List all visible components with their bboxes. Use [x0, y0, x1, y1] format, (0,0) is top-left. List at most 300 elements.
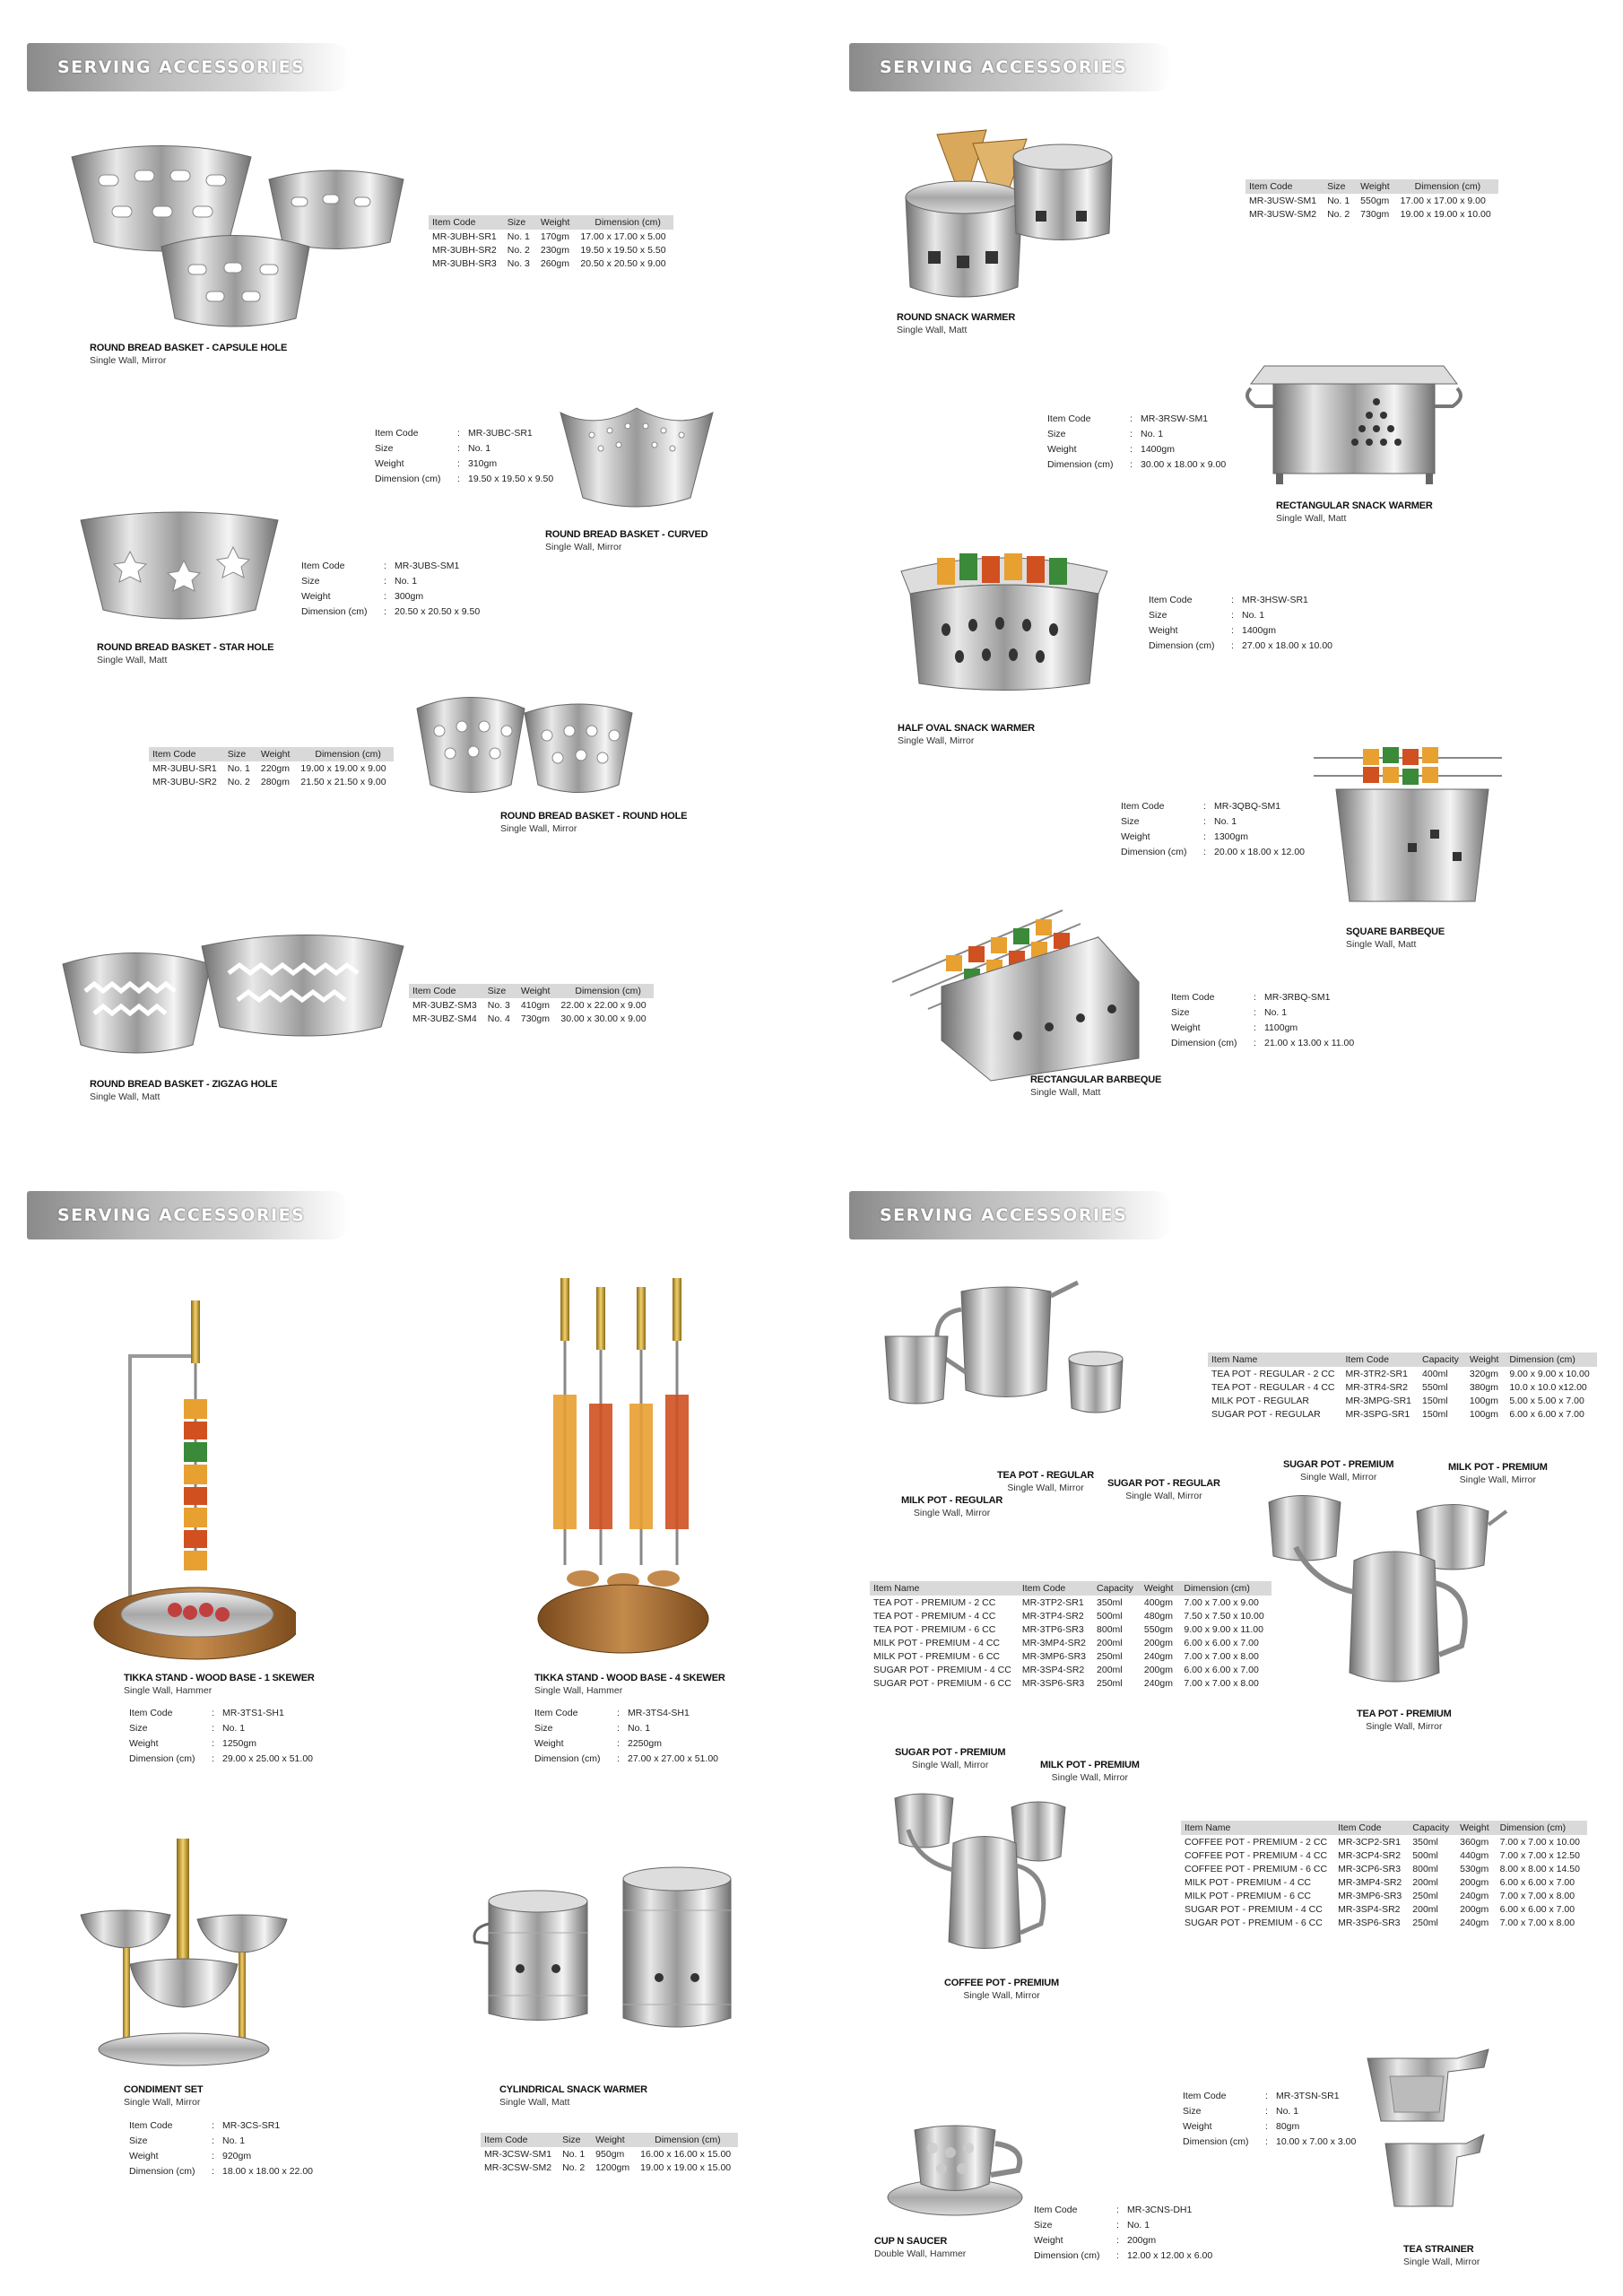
cylindrical-spec-table — [481, 2133, 738, 2174]
spec-value: 20.50 x 20.50 x 9.50 — [395, 605, 481, 617]
cell: MR-3USW-SM2 — [1249, 209, 1317, 220]
quadrant-snack-warmers — [812, 0, 1623, 1148]
cell: 220gm — [260, 763, 290, 774]
product-name: MILK POT - PREMIUM — [1040, 1760, 1140, 1770]
cell: No. 1 — [562, 2149, 586, 2160]
spec-key: Weight — [129, 2150, 159, 2161]
cell: 410gm — [520, 1000, 550, 1011]
spec-key: Item Code — [1171, 991, 1215, 1003]
tea-pot-premium-caption — [1357, 1709, 1452, 1732]
product-name: RECTANGULAR BARBEQUE — [1030, 1074, 1162, 1085]
cell: MR-3USW-SM1 — [1249, 196, 1317, 206]
cell: 9.00 x 9.00 x 10.00 — [1509, 1369, 1590, 1379]
cell: No. 1 — [507, 231, 530, 242]
spec-key: Dimension (cm) — [375, 473, 441, 484]
col-dimension: Dimension (cm) — [297, 747, 393, 761]
table-row — [870, 1676, 1271, 1690]
square-bbq-caption — [1346, 926, 1445, 950]
spec-key: Dimension (cm) — [534, 1752, 601, 1764]
spec-key: Item Code — [1183, 2090, 1227, 2101]
section-banner — [27, 43, 350, 91]
col-dimension: Dimension (cm) — [637, 2133, 738, 2147]
spec-value: 21.00 x 13.00 x 11.00 — [1264, 1037, 1355, 1048]
col-weight: Weight — [1141, 1581, 1181, 1596]
table-row — [1208, 1394, 1597, 1407]
cell: 730gm — [1360, 209, 1390, 220]
product-name: ROUND BREAD BASKET - CAPSULE HOLE — [90, 343, 288, 353]
product-name: COFFEE POT - PREMIUM — [944, 1978, 1060, 1988]
strainer-caption — [1403, 2244, 1480, 2267]
cell: 8.00 x 8.00 x 14.50 — [1499, 1864, 1580, 1874]
tikka-4-specs: Item Code : MR-3TS4-SH1 Size : No. 1 Weight : 2250gm Dimension (cm) : 27.00 x 27.00 x 51.00 — [534, 1707, 718, 1764]
cell: 7.50 x 7.50 x 10.00 — [1184, 1611, 1264, 1622]
spec-key: Dimension (cm) — [1121, 846, 1187, 857]
spec-value: No. 1 — [1276, 2105, 1299, 2117]
spec-value: MR-3UBS-SM1 — [395, 560, 460, 571]
cell: TEA POT - PREMIUM - 2 CC — [873, 1597, 996, 1608]
premium-tea-pots-image — [1260, 1493, 1511, 1700]
product-finish: Single Wall, Matt — [90, 1091, 161, 1102]
spec-value: No. 1 — [1141, 428, 1164, 439]
cell: 10.0 x 10.0 x12.00 — [1509, 1382, 1587, 1393]
spec-key: Dimension (cm) — [129, 2165, 195, 2177]
col-item-name: Item Name — [870, 1581, 1019, 1596]
spec-key: Size — [1121, 815, 1140, 827]
product-finish: Single Wall, Matt — [97, 655, 168, 665]
spec-value: 27.00 x 27.00 x 51.00 — [628, 1752, 718, 1764]
cell: 380gm — [1469, 1382, 1498, 1393]
cell: 200gm — [1143, 1665, 1173, 1675]
coffee-pot-premium-caption — [944, 1978, 1059, 2001]
cell: MR-3SPG-SR1 — [1345, 1409, 1410, 1420]
table-row — [149, 775, 394, 788]
condiment-caption — [124, 2084, 203, 2108]
banner-title: SERVING ACCESSORIES — [880, 1205, 1128, 1225]
spec-key: Size — [1047, 428, 1066, 439]
product-finish: Single Wall, Mirror — [1125, 1491, 1202, 1501]
col-item-code: Item Code — [1245, 179, 1324, 194]
cell: 100gm — [1469, 1409, 1498, 1420]
spec-value: 1400gm — [1141, 443, 1175, 455]
half-oval-caption — [898, 723, 1035, 746]
spec-key: Weight — [1149, 624, 1178, 636]
product-finish: Double Wall, Hammer — [874, 2248, 967, 2259]
tikka-1-specs: Item Code : MR-3TS1-SH1 Size : No. 1 Weight : 1250gm Dimension (cm) : 29.00 x 25.00 x 51.00 — [129, 1707, 313, 1764]
cup-caption — [874, 2236, 966, 2259]
zigzag-basket-image — [58, 928, 408, 1058]
product-finish: Single Wall, Mirror — [500, 823, 577, 834]
col-weight: Weight — [592, 2133, 637, 2147]
cell: 360gm — [1460, 1837, 1489, 1848]
cell: MR-3TP4-SR2 — [1021, 1611, 1084, 1622]
spec-key: Weight — [1171, 1022, 1201, 1033]
table-row — [409, 1012, 654, 1025]
cell: 480gm — [1143, 1611, 1173, 1622]
cell: 550gm — [1143, 1624, 1173, 1635]
cell: SUGAR POT - REGULAR — [1211, 1409, 1321, 1420]
cell: 320gm — [1469, 1369, 1498, 1379]
cell: MR-3UBU-SR2 — [152, 777, 217, 787]
spec-value: No. 1 — [1127, 2219, 1150, 2231]
cell: COFFEE POT - PREMIUM - 2 CC — [1185, 1837, 1328, 1848]
half-oval-specs: Item Code : MR-3HSW-SR1 Size : No. 1 Weight : 1400gm Dimension (cm) : 27.00 x 18.00 x 10.00 — [1149, 594, 1332, 651]
product-name: TEA POT - REGULAR — [997, 1470, 1095, 1481]
cell: No. 3 — [487, 1000, 510, 1011]
cell: MR-3MP4-SR2 — [1338, 1877, 1402, 1888]
product-finish: Single Wall, Matt — [499, 2097, 570, 2108]
cell: 30.00 x 30.00 x 9.00 — [560, 1013, 647, 1024]
cell: 260gm — [540, 258, 569, 269]
spec-key: Weight — [129, 1737, 159, 1749]
cell: 6.00 x 6.00 x 7.00 — [1499, 1904, 1575, 1915]
table-row — [1208, 1380, 1597, 1394]
spec-key: Weight — [301, 590, 331, 602]
col-weight: Weight — [1466, 1352, 1506, 1367]
cup-specs: Item Code : MR-3CNS-DH1 Size : No. 1 Weight : 200gm Dimension (cm) : 12.00 x 12.00 x 6.00 — [1034, 2204, 1213, 2261]
cell: 500ml — [1097, 1611, 1123, 1622]
col-item-code: Item Code — [1019, 1581, 1093, 1596]
spec-value: MR-3QBQ-SM1 — [1214, 800, 1281, 812]
cell: 550ml — [1422, 1382, 1448, 1393]
cell: 250ml — [1412, 1918, 1438, 1928]
curved-caption — [545, 529, 707, 552]
product-name: MILK POT - PREMIUM — [1448, 1462, 1548, 1473]
product-name: CYLINDRICAL SNACK WARMER — [499, 2084, 647, 2095]
spec-value: No. 1 — [1242, 609, 1265, 621]
product-name: SUGAR POT - PREMIUM — [895, 1747, 1006, 1758]
table-row — [870, 1596, 1271, 1609]
section-banner — [849, 43, 1172, 91]
cell: 9.00 x 9.00 x 11.00 — [1184, 1624, 1263, 1635]
cell: 240gm — [1143, 1651, 1173, 1662]
table-row — [481, 2161, 738, 2174]
cylindrical-warmer-caption — [499, 2084, 647, 2108]
sugar-pot-regular-caption — [1107, 1478, 1220, 1501]
product-name: SUGAR POT - REGULAR — [1107, 1478, 1220, 1489]
spec-key: Dimension (cm) — [1034, 2249, 1100, 2261]
cell: 200ml — [1097, 1665, 1123, 1675]
spec-value: MR-3CNS-DH1 — [1127, 2204, 1193, 2215]
cell: SUGAR POT - PREMIUM - 4 CC — [873, 1665, 1011, 1675]
col-weight: Weight — [257, 747, 298, 761]
spec-key: Item Code — [301, 560, 345, 571]
spec-key: Weight — [1183, 2120, 1212, 2132]
cell: MR-3SP4-SR2 — [1021, 1665, 1085, 1675]
star-caption — [97, 642, 273, 665]
cell: TEA POT - PREMIUM - 6 CC — [873, 1624, 996, 1635]
cell: 500ml — [1412, 1850, 1438, 1861]
col-weight: Weight — [537, 215, 577, 230]
cell: No. 3 — [507, 258, 530, 269]
product-finish: Single Wall, Mirror — [1403, 2257, 1480, 2267]
spec-key: Dimension (cm) — [301, 605, 368, 617]
product-finish: Single Wall, Mirror — [1007, 1483, 1084, 1493]
cylindrical-warmer-image — [466, 1861, 735, 2049]
spec-value: 27.00 x 18.00 x 10.00 — [1242, 639, 1332, 651]
cell: 6.00 x 6.00 x 7.00 — [1509, 1409, 1584, 1420]
spec-value: 12.00 x 12.00 x 6.00 — [1127, 2249, 1213, 2261]
cell: MR-3UBH-SR3 — [432, 258, 497, 269]
curved-specs: Item Code : MR-3UBC-SR1 Size : No. 1 Weight : 310gm Dimension (cm) : 19.50 x 19.50 x 9.50 — [375, 427, 554, 484]
cell: No. 4 — [487, 1013, 510, 1024]
table-row — [870, 1622, 1271, 1636]
table-row — [1181, 1889, 1587, 1902]
tikka-1-skewer-image — [90, 1300, 296, 1668]
cell: MR-3UBH-SR1 — [432, 231, 497, 242]
cell: 17.00 x 17.00 x 5.00 — [580, 231, 666, 242]
product-finish: Single Wall, Mirror — [911, 1760, 989, 1770]
table-row — [1181, 1875, 1587, 1889]
spec-key: Dimension (cm) — [1149, 639, 1215, 651]
spec-key: Size — [534, 1722, 553, 1734]
cell: 530gm — [1460, 1864, 1489, 1874]
product-finish: Single Wall, Mirror — [913, 1508, 991, 1518]
cell: 280gm — [260, 777, 290, 787]
spec-value: 200gm — [1127, 2234, 1157, 2246]
cell: MR-3CP6-SR3 — [1338, 1864, 1402, 1874]
cell: 6.00 x 6.00 x 7.00 — [1499, 1877, 1575, 1888]
cell: 7.00 x 7.00 x 8.00 — [1184, 1678, 1259, 1689]
spec-key: Item Code — [375, 427, 419, 439]
col-weight: Weight — [1357, 179, 1397, 194]
cell: 1200gm — [595, 2162, 630, 2173]
quadrant-tea-coffee — [812, 1148, 1623, 2296]
table-row — [1245, 207, 1498, 221]
quadrant-bread-baskets — [0, 0, 812, 1148]
table-row — [481, 2147, 738, 2161]
product-name: TEA STRAINER — [1403, 2244, 1474, 2255]
spec-key: Item Code — [1121, 800, 1165, 812]
spec-value: MR-3RSW-SM1 — [1141, 413, 1209, 424]
product-name: ROUND BREAD BASKET - ROUND HOLE — [500, 811, 688, 822]
table-row — [409, 998, 654, 1012]
product-name: ROUND SNACK WARMER — [897, 312, 1016, 323]
spec-value: MR-3TS1-SH1 — [222, 1707, 284, 1718]
col-item-code: Item Code — [1334, 1821, 1409, 1835]
cell: 7.00 x 7.00 x 10.00 — [1499, 1837, 1580, 1848]
rect-warmer-specs: Item Code : MR-3RSW-SM1 Size : No. 1 Weight : 1400gm Dimension (cm) : 30.00 x 18.00 x 9.00 — [1047, 413, 1227, 470]
premium-coffee-pots-image — [881, 1789, 1088, 1969]
spec-value: 1300gm — [1214, 831, 1248, 842]
spec-value: 1400gm — [1242, 624, 1276, 636]
cell: 950gm — [595, 2149, 625, 2160]
spec-value: No. 1 — [1264, 1006, 1288, 1018]
table-row — [1181, 1916, 1587, 1929]
spec-value: 310gm — [468, 457, 498, 469]
regular-spec-table — [1208, 1352, 1597, 1421]
rect-bbq-specs: Item Code : MR-3RBQ-SM1 Size : No. 1 Weight : 1100gm Dimension (cm) : 21.00 x 13.00 x 11.00 — [1171, 991, 1355, 1048]
product-name: CONDIMENT SET — [124, 2084, 204, 2095]
regular-pots-image — [876, 1274, 1145, 1435]
spec-value: 1100gm — [1264, 1022, 1298, 1033]
cell: MR-3SP6-SR3 — [1021, 1678, 1085, 1689]
cell: 250ml — [1412, 1891, 1438, 1901]
spec-key: Weight — [1047, 443, 1077, 455]
spec-value: No. 1 — [1214, 815, 1237, 827]
product-name: RECTANGULAR SNACK WARMER — [1276, 500, 1433, 511]
cell: MR-3MP6-SR3 — [1021, 1651, 1087, 1662]
section-banner — [849, 1191, 1172, 1239]
cell: 200gm — [1460, 1877, 1489, 1888]
product-finish: Single Wall, Mirror — [124, 2097, 201, 2108]
cell: No. 2 — [562, 2162, 586, 2173]
col-capacity: Capacity — [1093, 1581, 1141, 1596]
cell: MR-3UBZ-SM3 — [412, 1000, 477, 1011]
col-weight: Weight — [517, 984, 558, 998]
roundhole-caption — [500, 811, 687, 834]
spec-key: Size — [375, 442, 394, 454]
spec-value: 29.00 x 25.00 x 51.00 — [222, 1752, 313, 1764]
spec-key: Dimension (cm) — [1183, 2135, 1249, 2147]
cell: TEA POT - REGULAR - 4 CC — [1211, 1382, 1335, 1393]
product-finish: Single Wall, Mirror — [1459, 1474, 1537, 1485]
zigzag-spec-table — [409, 984, 654, 1025]
cell: 6.00 x 6.00 x 7.00 — [1184, 1638, 1259, 1648]
spec-key: Dimension (cm) — [129, 1752, 195, 1764]
spec-value: MR-3TS4-SH1 — [628, 1707, 690, 1718]
cell: 200ml — [1412, 1877, 1438, 1888]
cell: 16.00 x 16.00 x 15.00 — [640, 2149, 732, 2160]
cell: 7.00 x 7.00 x 8.00 — [1499, 1918, 1575, 1928]
cell: MR-3MP4-SR2 — [1021, 1638, 1087, 1648]
banner-title: SERVING ACCESSORIES — [57, 1205, 306, 1225]
col-capacity: Capacity — [1409, 1821, 1456, 1835]
tikka-4-skewer-image — [534, 1278, 713, 1664]
rect-bbq-image — [892, 883, 1152, 1090]
spec-value: 19.50 x 19.50 x 9.50 — [468, 473, 554, 484]
tea-pot-regular-caption — [997, 1470, 1094, 1493]
product-finish: Single Wall, Hammer — [534, 1685, 623, 1696]
col-item-code: Item Code — [1342, 1352, 1419, 1367]
spec-key: Item Code — [534, 1707, 578, 1718]
cell: No. 1 — [1327, 196, 1350, 206]
spec-key: Size — [1034, 2219, 1053, 2231]
table-row — [1181, 1848, 1587, 1862]
rect-warmer-caption — [1276, 500, 1433, 524]
cell: MR-3UBZ-SM4 — [412, 1013, 477, 1024]
milk-pot-premium-b-caption — [1040, 1760, 1140, 1783]
spec-key: Size — [1171, 1006, 1190, 1018]
zigzag-caption — [90, 1079, 277, 1102]
col-size: Size — [504, 215, 537, 230]
cup-saucer-image — [883, 2108, 1045, 2224]
col-capacity: Capacity — [1419, 1352, 1466, 1367]
product-finish: Single Wall, Mirror — [1366, 1721, 1443, 1732]
product-name: TIKKA STAND - WOOD BASE - 1 SKEWER — [124, 1673, 315, 1683]
cell: MR-3SP6-SR3 — [1338, 1918, 1401, 1928]
product-name: TIKKA STAND - WOOD BASE - 4 SKEWER — [534, 1673, 725, 1683]
star-basket-image — [76, 511, 282, 628]
table-row — [1245, 194, 1498, 207]
table-row — [1181, 1902, 1587, 1916]
cell: 400gm — [1143, 1597, 1173, 1608]
condiment-set-image — [76, 1839, 291, 2072]
table-row — [1208, 1367, 1597, 1380]
cell: 200gm — [1460, 1904, 1489, 1915]
col-size: Size — [484, 984, 517, 998]
cell: SUGAR POT - PREMIUM - 4 CC — [1185, 1904, 1323, 1915]
product-finish: Single Wall, Mirror — [963, 1990, 1040, 2001]
col-size: Size — [1324, 179, 1357, 194]
spec-value: MR-3HSW-SR1 — [1242, 594, 1308, 605]
cell: 6.00 x 6.00 x 7.00 — [1184, 1665, 1259, 1675]
cell: 19.00 x 19.00 x 15.00 — [640, 2162, 732, 2173]
cell: 19.00 x 19.00 x 10.00 — [1400, 209, 1491, 220]
table-row — [149, 761, 394, 775]
spec-value: 30.00 x 18.00 x 9.00 — [1141, 458, 1227, 470]
cell: MILK POT - PREMIUM - 4 CC — [1185, 1877, 1311, 1888]
cell: MILK POT - REGULAR — [1211, 1396, 1309, 1406]
cell: 19.50 x 19.50 x 5.50 — [580, 245, 666, 256]
rect-bbq-caption — [1030, 1074, 1161, 1098]
round-warmer-caption — [897, 312, 1015, 335]
cell: MR-3CP2-SR1 — [1338, 1837, 1402, 1848]
table-row — [870, 1636, 1271, 1649]
cell: 800ml — [1412, 1864, 1438, 1874]
spec-key: Item Code — [1034, 2204, 1078, 2215]
spec-key: Item Code — [1149, 594, 1193, 605]
cell: MR-3MPG-SR1 — [1345, 1396, 1412, 1406]
product-finish: Single Wall, Mirror — [1299, 1472, 1377, 1483]
sugar-pot-premium-a-caption — [1283, 1459, 1393, 1483]
cell: 240gm — [1460, 1918, 1489, 1928]
col-item-name: Item Name — [1208, 1352, 1342, 1367]
spec-value: No. 1 — [628, 1722, 651, 1734]
cell: 800ml — [1097, 1624, 1123, 1635]
table-row — [870, 1609, 1271, 1622]
col-size: Size — [224, 747, 257, 761]
quadrant-tikka-condiment — [0, 1148, 812, 2296]
col-weight: Weight — [1456, 1821, 1497, 1835]
square-bbq-specs: Item Code : MR-3QBQ-SM1 Size : No. 1 Weight : 1300gm Dimension (cm) : 20.00 x 18.00 x 12.00 — [1121, 800, 1305, 857]
cell: No. 2 — [227, 777, 250, 787]
spec-key: Weight — [534, 1737, 564, 1749]
capsule-basket-image — [63, 139, 412, 336]
cell: MR-3TP2-SR1 — [1021, 1597, 1084, 1608]
product-finish: Single Wall, Mirror — [545, 542, 622, 552]
col-dimension: Dimension (cm) — [1180, 1581, 1271, 1596]
cell: MR-3MP6-SR3 — [1338, 1891, 1402, 1901]
sugar-pot-premium-b-caption — [895, 1747, 1005, 1770]
banner-title: SERVING ACCESSORIES — [57, 57, 306, 77]
cell: 200ml — [1412, 1904, 1438, 1915]
cell: 7.00 x 7.00 x 8.00 — [1184, 1651, 1259, 1662]
spec-value: 920gm — [222, 2150, 252, 2161]
cell: 22.00 x 22.00 x 9.00 — [560, 1000, 647, 1011]
cell: MR-3UBH-SR2 — [432, 245, 497, 256]
spec-value: No. 1 — [395, 575, 418, 587]
cell: MR-3TR2-SR1 — [1345, 1369, 1408, 1379]
spec-key: Size — [1183, 2105, 1202, 2117]
capsule-spec-table — [429, 215, 673, 270]
spec-value: 10.00 x 7.00 x 3.00 — [1276, 2135, 1357, 2147]
product-name: ROUND BREAD BASKET - STAR HOLE — [97, 642, 274, 653]
product-finish: Single Wall, Matt — [1030, 1087, 1101, 1098]
cell: SUGAR POT - PREMIUM - 6 CC — [1185, 1918, 1323, 1928]
cell: COFFEE POT - PREMIUM - 4 CC — [1185, 1850, 1328, 1861]
curved-basket-image — [556, 386, 717, 520]
product-name: SQUARE BARBEQUE — [1346, 926, 1445, 937]
premium-tea-spec-table — [870, 1581, 1271, 1690]
col-item-code: Item Code — [429, 215, 504, 230]
spec-value: 300gm — [395, 590, 424, 602]
tea-strainer-image — [1358, 2045, 1493, 2224]
spec-value: MR-3RBQ-SM1 — [1264, 991, 1331, 1003]
spec-key: Size — [301, 575, 320, 587]
col-item-code: Item Code — [149, 747, 224, 761]
product-name: CUP N SAUCER — [874, 2236, 948, 2247]
cell: MILK POT - PREMIUM - 4 CC — [873, 1638, 1000, 1648]
